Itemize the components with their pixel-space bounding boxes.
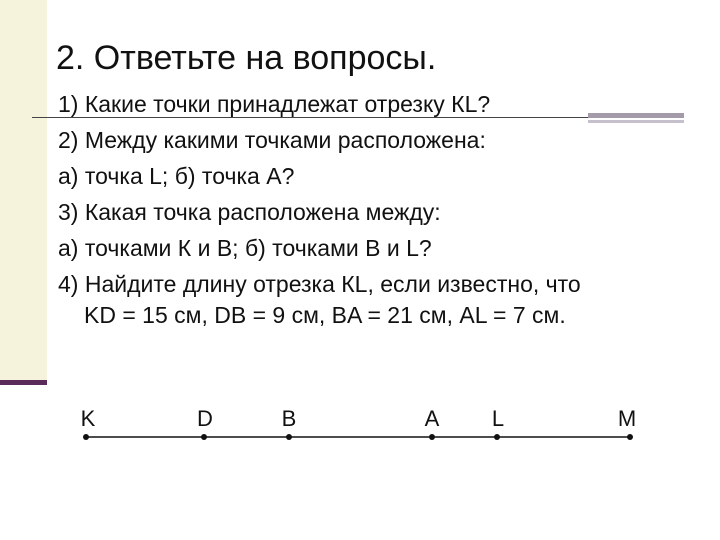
point-label-d: D [197,406,213,431]
left-panel-edge [0,380,47,385]
question-list [58,86,581,328]
title-divider-accent [588,113,684,118]
point-a [429,434,435,440]
point-label-k: K [80,406,96,431]
left-decorative-panel [0,0,47,383]
question-line-continued: KD = 15 см, DB = 9 см, BA = 21 см, AL = 7 см. [84,302,566,328]
point-label-l: L [491,406,505,431]
slide-title: 2. Ответьте на вопросы. [56,39,437,77]
point-d [201,434,207,440]
question-line: 4) Найдите длину отрезка КL, если известно, что [58,271,581,297]
point-label-m: M [617,406,637,431]
question-line: а) точка L; б) точка А? [58,163,295,189]
segment-diagram [0,395,720,475]
point-b [286,434,292,440]
point-k [83,434,89,440]
question-line: 1) Какие точки принадлежат отрезку КL? [58,91,491,117]
title-divider-accent-lower [588,120,684,123]
question-line: 2) Между какими точками расположена: [58,127,486,153]
point-label-b: B [281,406,297,431]
point-m [627,434,633,440]
question-line: 3) Какая точка расположена между: [58,199,441,225]
question-line: а) точками К и В; б) точками В и L? [58,235,432,261]
point-l [494,434,500,440]
point-label-a: A [424,406,440,431]
